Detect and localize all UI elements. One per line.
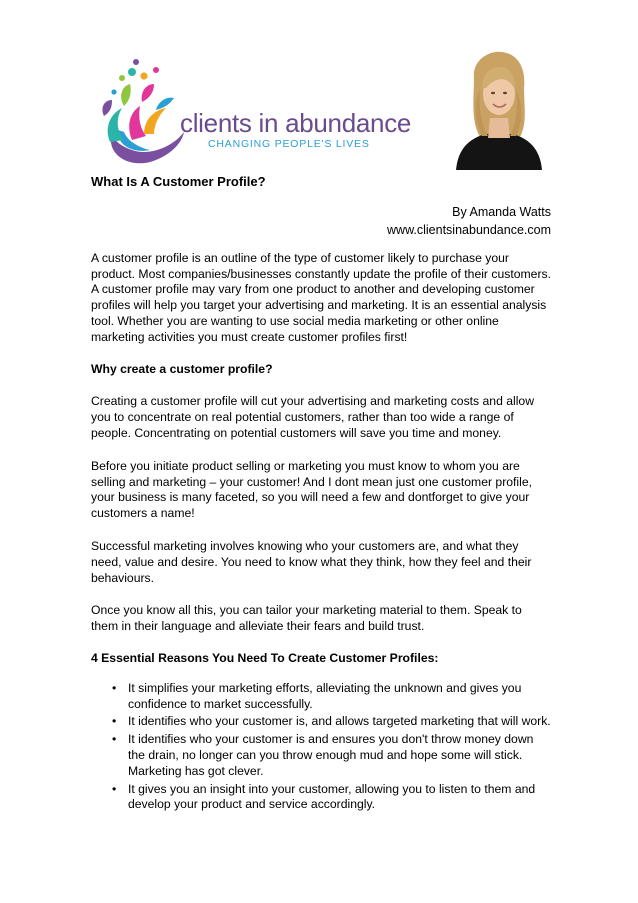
list-item [91, 681, 551, 713]
list-item-text: It identifies who your customer is, and allows targeted marketing that will work. [128, 714, 551, 729]
logo-name: clients in abundance [180, 108, 412, 138]
article-title: What Is A Customer Profile? [91, 174, 266, 189]
author-photo [452, 48, 544, 170]
body-paragraph: Successful marketing involves knowing who your customers are, and what they need, value and desire. You need to know what they think, how they feel and their behaviours. [91, 538, 532, 585]
article [91, 174, 551, 815]
list-item [91, 714, 551, 730]
logo-tagline: CHANGING PEOPLE'S LIVES [208, 138, 370, 150]
list-item-text: It simplifies your marketing efforts, alleviating the unknown and gives you confidence to market successfully. [128, 680, 522, 711]
list-item [91, 782, 551, 814]
bullet-icon: • [112, 732, 117, 747]
bullet-icon: • [112, 680, 117, 695]
clients-in-abundance-logo [96, 56, 412, 174]
byline-author: By Amanda Watts [452, 204, 551, 219]
bullet-icon: • [112, 781, 117, 796]
byline-website: www.clientsinabundance.com [387, 222, 551, 237]
byline [91, 203, 551, 239]
body-paragraph: Once you know all this, you can tailor your marketing material to them. Speak to them in their language and alleviate their fears and build trust. [91, 603, 522, 634]
lotus-logo-icon [96, 56, 186, 174]
intro-paragraph: A customer profile is an outline of the type of customer likely to purchase your product. Most companies/businesses constantly update the profile of their customers. A customer profile may vary from one product to another and developing customer profiles will help you target your advertising and marketing. It is an essential analysis tool. Whether you are wanting to use social media marketing or other online marketing activities you must create customer profiles first! [91, 250, 551, 344]
list-item-text: It gives you an insight into your customer, allowing you to listen to them and develop your product and service accordingly. [128, 781, 536, 812]
reasons-list [91, 681, 551, 813]
list-item [91, 732, 551, 779]
section-heading-reasons: 4 Essential Reasons You Need To Create Customer Profiles: [91, 650, 439, 665]
body-paragraph: Before you initiate product selling or marketing you must know to whom you are selling and marketing – your customer! And I dont mean just one customer profile, your business is many faceted, so you will need a few and dontforget to give your customers a name! [91, 458, 533, 521]
list-item-text: It identifies who your customer is and ensures you don't throw money down the drain, no longer can you throw enough mud and hope some will stick. Marketing has got clever. [128, 732, 534, 778]
bullet-icon: • [112, 714, 117, 729]
section-heading-why: Why create a customer profile? [91, 361, 273, 376]
body-paragraph: Creating a customer profile will cut your advertising and marketing costs and allow you to concentrate on real potential customers, rather than too wide a range of people. Concentrating on potential customers will save you time and money. [91, 394, 535, 440]
